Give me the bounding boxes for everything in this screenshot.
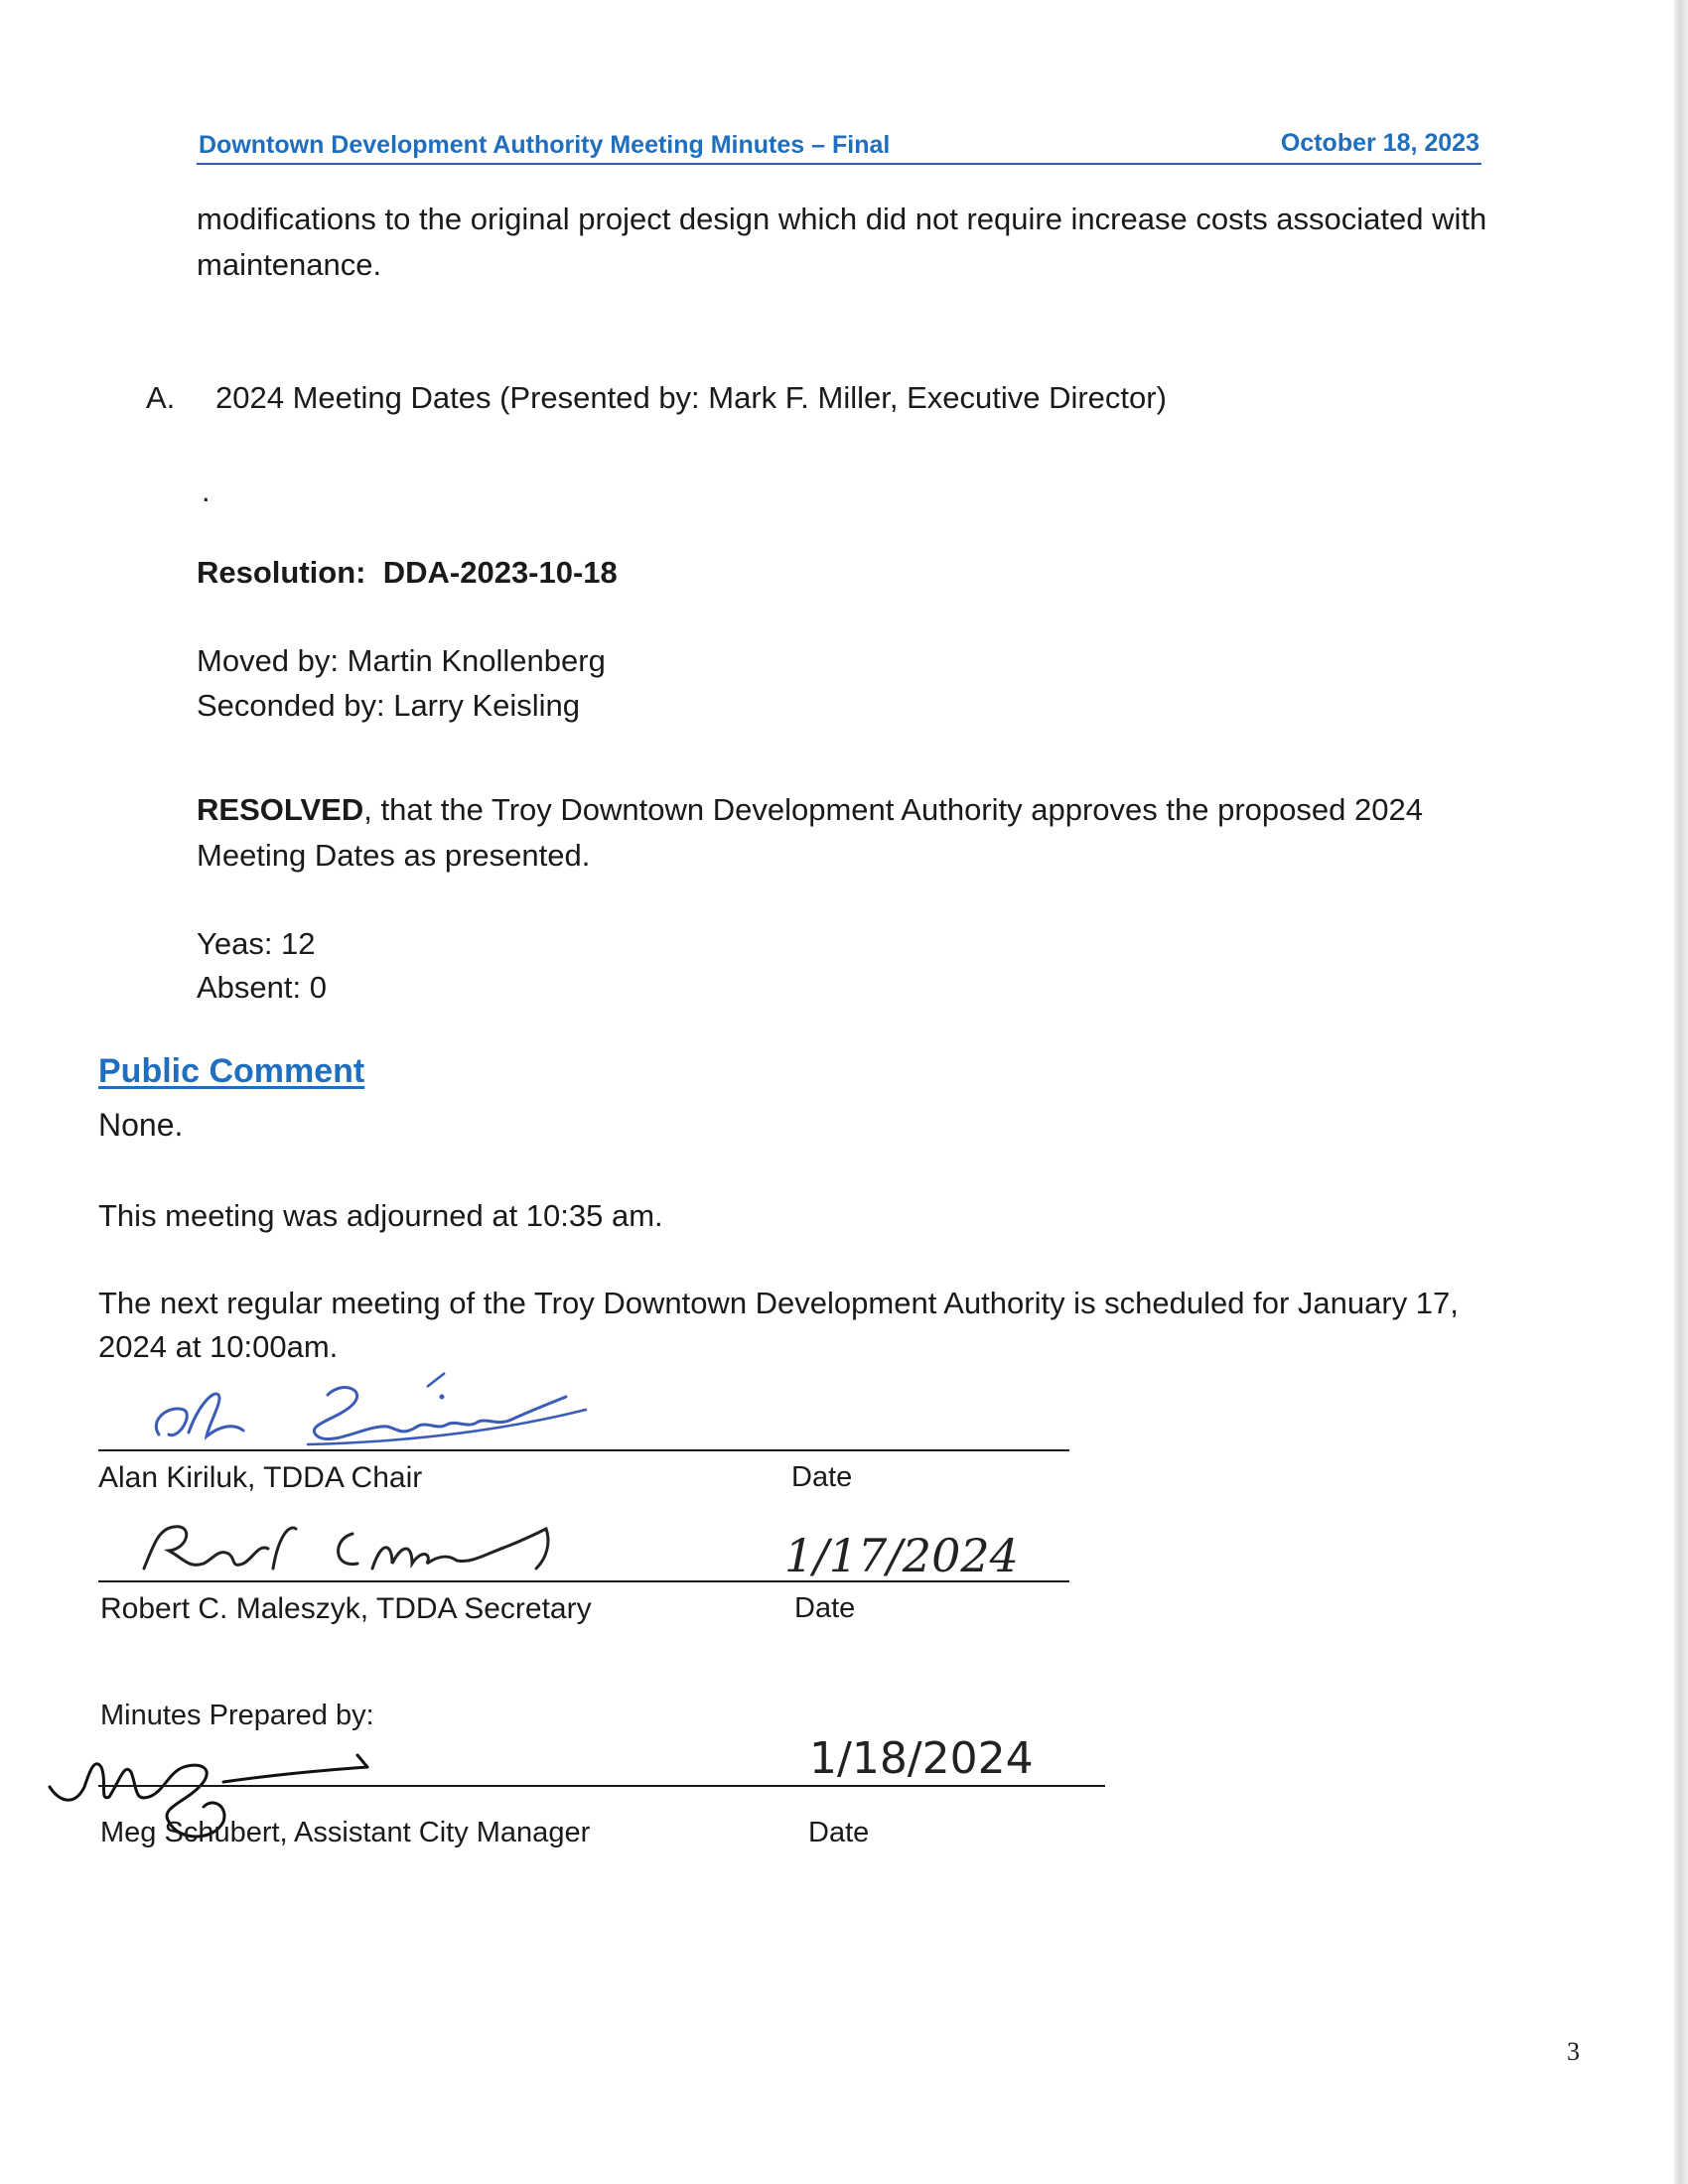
secretary-date-label: Date [794,1592,856,1624]
next-meeting-line-2: 2024 at 10:00am. [98,1329,339,1364]
secretary-date-value: 1/17/2024 [784,1529,1019,1582]
preparer-date-handwritten [809,1723,1107,1787]
header-title: Downtown Development Authority Meeting Minutes – Final [199,131,891,159]
secretary-date-handwritten [784,1524,1072,1587]
document-header [197,129,1481,165]
seconded-by: Seconded by: Larry Keisling [197,688,581,723]
secretary-signature [129,1509,685,1588]
header-date: October 18, 2023 [1280,129,1479,157]
item-a-letter: A. [146,380,176,415]
chair-signature [129,1365,665,1454]
resolution-label: Resolution: [197,555,366,590]
item-a-title: 2024 Meeting Dates (Presented by: Mark F. Miller, Executive Director) [215,380,1167,415]
resolved-word: RESOLVED [197,792,364,827]
page-edge-shadow [1674,0,1688,2184]
resolved-line-2: Meeting Dates as presented. [197,838,591,873]
absent-count: Absent: 0 [197,970,327,1005]
preparer-date-label: Date [808,1817,870,1848]
yeas-count: Yeas: 12 [197,926,316,961]
moved-by: Moved by: Martin Knollenberg [197,643,606,678]
chair-date-label: Date [791,1461,853,1493]
resolved-line-1 [197,787,1423,833]
intro-line-1: modifications to the original project design which did not require increase costs associated with [197,202,1487,236]
adjourned-text: This meeting was adjourned at 10:35 am. [98,1198,663,1233]
public-comment-text: None. [98,1107,184,1143]
intro-line-2: maintenance. [197,247,382,282]
resolved-text: , that the Troy Downtown Development Authority approves the proposed 2024 [363,792,1423,827]
preparer-name: Meg Schubert, Assistant City Manager [100,1817,591,1848]
page-number: 3 [1567,2037,1580,2066]
prepared-by-label: Minutes Prepared by: [100,1700,374,1731]
resolution-heading [197,550,618,596]
resolution-number: DDA-2023-10-18 [382,555,618,590]
secretary-name: Robert C. Maleszyk, TDDA Secretary [100,1592,592,1625]
preparer-date-value: 1/18/2024 [809,1733,1034,1784]
chair-name: Alan Kiriluk, TDDA Chair [98,1461,423,1494]
public-comment-heading: Public Comment [98,1052,365,1090]
stray-dot: . [202,474,211,508]
chair-signature-line [98,1449,1069,1451]
next-meeting-line-1: The next regular meeting of the Troy Downtown Development Authority is scheduled for January 17, [98,1286,1459,1320]
